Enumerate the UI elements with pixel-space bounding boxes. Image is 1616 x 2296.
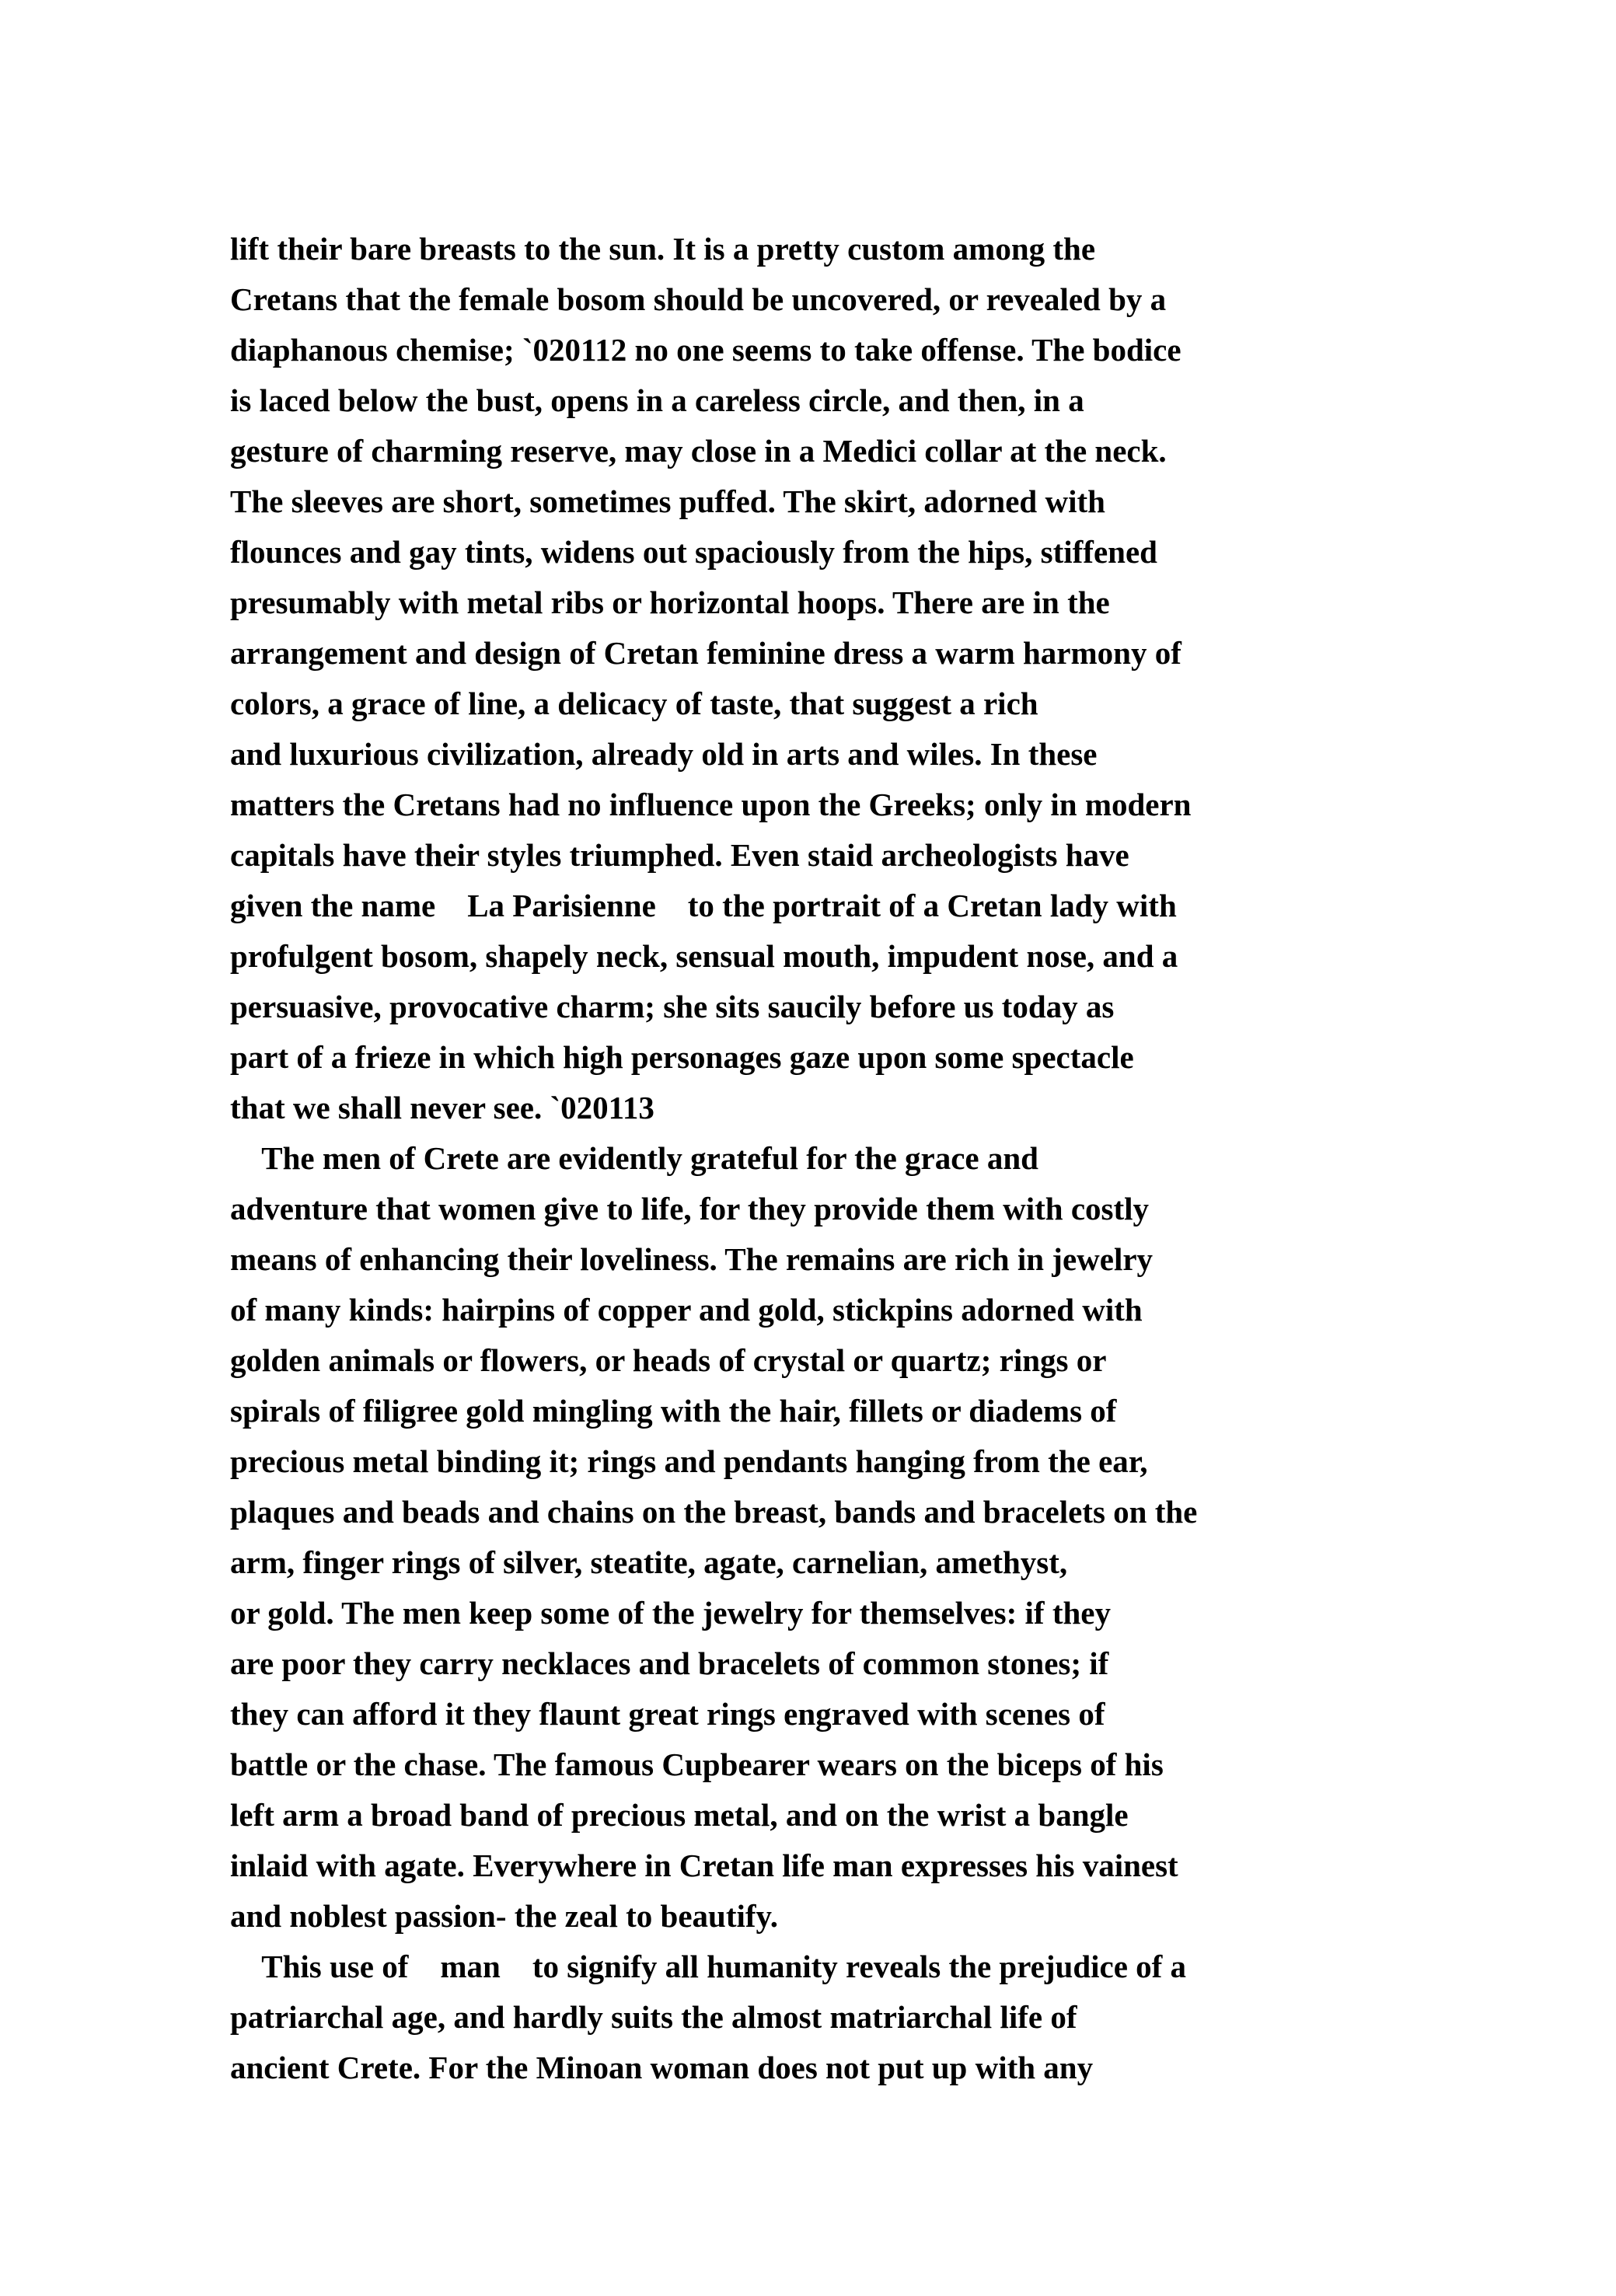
text-line: is laced below the bust, opens in a careless circle, and then, in a [230, 382, 1084, 418]
text-line: The men of Crete are evidently grateful for the grace and [230, 1140, 1038, 1176]
text-line: left arm a broad band of precious metal, and on the wrist a bangle [230, 1797, 1129, 1833]
text-line: persuasive, provocative charm; she sits saucily before us today as [230, 989, 1115, 1024]
text-line: means of enhancing their loveliness. The remains are rich in jewelry [230, 1241, 1154, 1277]
text-line: Cretans that the female bosom should be uncovered, or revealed by a [230, 281, 1167, 317]
text-line: This use of man to signify all humanity reveals the prejudice of a [230, 1949, 1187, 1984]
text-line: patriarchal age, and hardly suits the almost matriarchal life of [230, 1999, 1077, 2035]
text-line: presumably with metal ribs or horizontal hoops. There are in the [230, 584, 1110, 620]
text-line: matters the Cretans had no influence upon the Greeks; only in modern [230, 787, 1192, 822]
text-line: and noblest passion- the zeal to beautify. [230, 1898, 779, 1934]
text-line: The sleeves are short, sometimes puffed. The skirt, adorned with [230, 483, 1105, 519]
text-line: of many kinds: hairpins of copper and gold, stickpins adorned with [230, 1292, 1143, 1328]
text-line: and luxurious civilization, already old in arts and wiles. In these [230, 736, 1098, 772]
text-line: gesture of charming reserve, may close in a Medici collar at the neck. [230, 433, 1167, 469]
text-line: precious metal binding it; rings and pendants hanging from the ear, [230, 1443, 1148, 1479]
text-line: battle or the chase. The famous Cupbearer wears on the biceps of his [230, 1746, 1164, 1782]
text-line: inlaid with agate. Everywhere in Cretan life man expresses his vainest [230, 1848, 1178, 1883]
text-line: plaques and beads and chains on the breast, bands and bracelets on the [230, 1494, 1198, 1530]
text-line: they can afford it they flaunt great rings engraved with scenes of [230, 1696, 1105, 1732]
text-line: given the name La Parisienne to the portrait of a Cretan lady with [230, 888, 1177, 923]
body-text [230, 224, 1551, 2093]
text-line: are poor they carry necklaces and bracelets of common stones; if [230, 1645, 1109, 1681]
text-line: profulgent bosom, shapely neck, sensual mouth, impudent nose, and a [230, 938, 1178, 974]
text-line: flounces and gay tints, widens out spaciously from the hips, stiffened [230, 534, 1157, 570]
text-line: adventure that women give to life, for they provide them with costly [230, 1191, 1150, 1227]
text-line: ancient Crete. For the Minoan woman does not put up with any [230, 2050, 1094, 2085]
text-line: that we shall never see. `020113 [230, 1090, 654, 1125]
text-line: diaphanous chemise; `020112 no one seems to take offense. The bodice [230, 332, 1181, 368]
text-line: golden animals or flowers, or heads of crystal or quartz; rings or [230, 1342, 1107, 1378]
text-line: or gold. The men keep some of the jewelry for themselves: if they [230, 1595, 1111, 1631]
text-line: part of a frieze in which high personages gaze upon some spectacle [230, 1039, 1134, 1075]
text-line: capitals have their styles triumphed. Even staid archeologists have [230, 837, 1129, 873]
text-line: arrangement and design of Cretan feminine dress a warm harmony of [230, 635, 1181, 671]
text-line: lift their bare breasts to the sun. It is a pretty custom among the [230, 231, 1096, 267]
text-line: colors, a grace of line, a delicacy of taste, that suggest a rich [230, 686, 1038, 721]
text-line: spirals of filigree gold mingling with the hair, fillets or diadems of [230, 1393, 1117, 1429]
text-line: arm, finger rings of silver, steatite, agate, carnelian, amethyst, [230, 1544, 1068, 1580]
